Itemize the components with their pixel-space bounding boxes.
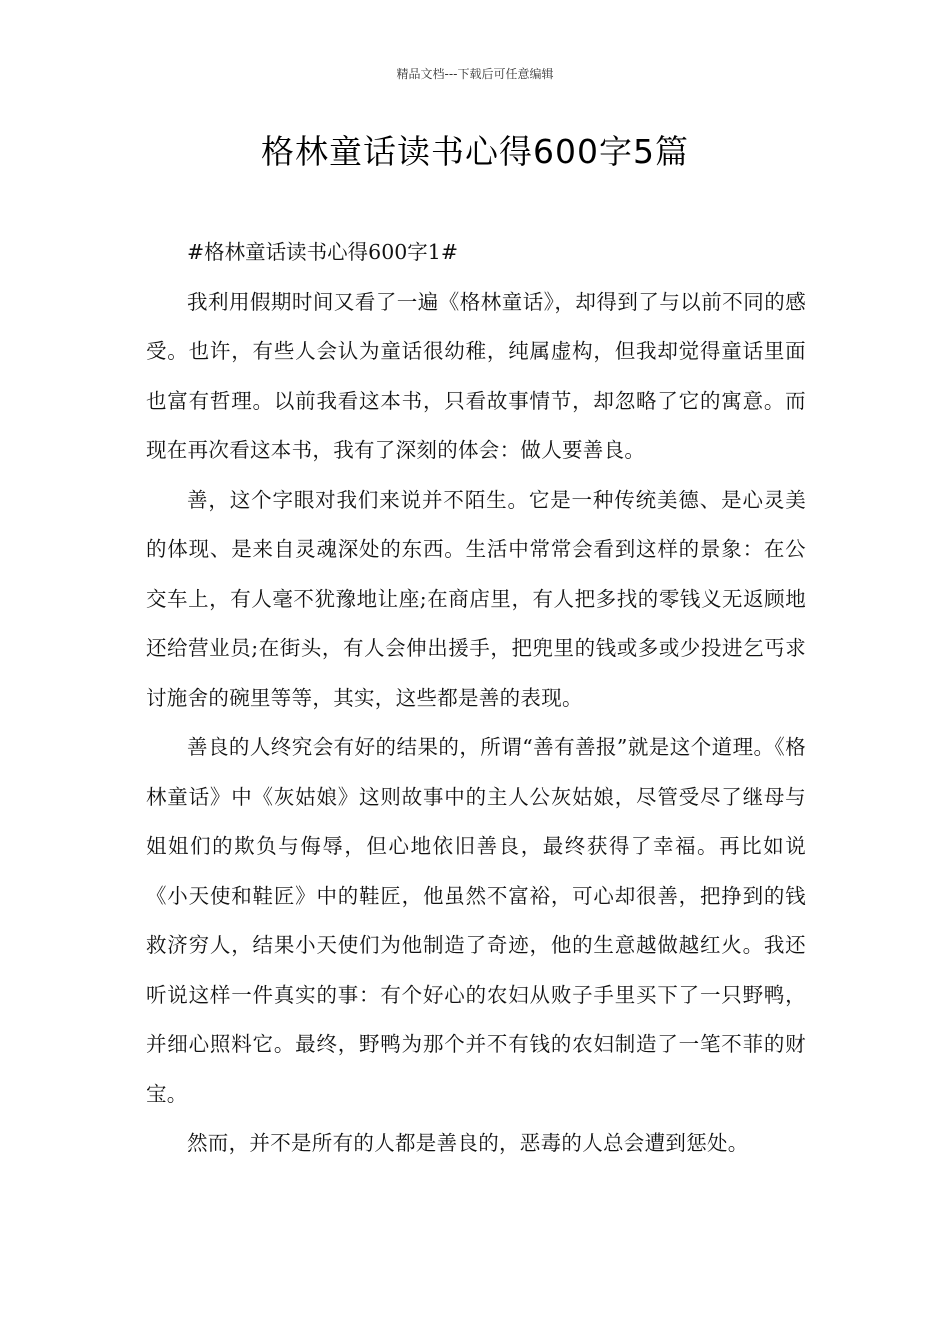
section-heading: #格林童话读书心得600字1# (187, 240, 459, 264)
document-body (146, 228, 806, 1169)
paragraph-2: 善，这个字眼对我们来说并不陌生。它是一种传统美德、是心灵美的体现、是来自灵魂深处的东西。生活中常常会看到这样的景象：在公交车上，有人毫不犹豫地让座;在商店里，有人把多找的零钱义无返顾地还给营业员;在街头，有人会伸出援手，把兜里的钱或多或少投进乞丐求讨施舍的碗里等等，其实，这些都是善的表现。 (146, 487, 806, 710)
paragraph-4: 然而，并不是所有的人都是善良的，恶毒的人总会遭到惩处。 (187, 1131, 749, 1155)
document-title: 格林童话读书心得600字5篇 (261, 132, 689, 171)
paragraph-3: 善良的人终究会有好的结果的，所谓“善有善报”就是这个道理。《格林童话》中《灰姑娘》这则故事中的主人公灰姑娘，尽管受尽了继母与姐姐们的欺负与侮辱，但心地依旧善良，最终获得了幸福。再比如说《小天使和鞋匠》中的鞋匠，他虽然不富裕，可心却很善，把挣到的钱救济穷人，结果小天使们为他制造了奇迹，他的生意越做越红火。我还听说这样一件真实的事：有个好心的农妇从败子手里买下了一只野鸭，并细心照料它。最终，野鸭为那个并不有钱的农妇制造了一笔不菲的财宝。 (146, 735, 806, 1106)
paragraph-1: 我利用假期时间又看了一遍《格林童话》，却得到了与以前不同的感受。也许，有些人会认为童话很幼稚，纯属虚构，但我却觉得童话里面也富有哲理。以前我看这本书，只看故事情节，却忽略了它的寓意。而现在再次看这本书，我有了深刻的体会：做人要善良。 (146, 289, 806, 462)
header-note: 精品文档---下载后可任意编辑 (396, 67, 554, 81)
